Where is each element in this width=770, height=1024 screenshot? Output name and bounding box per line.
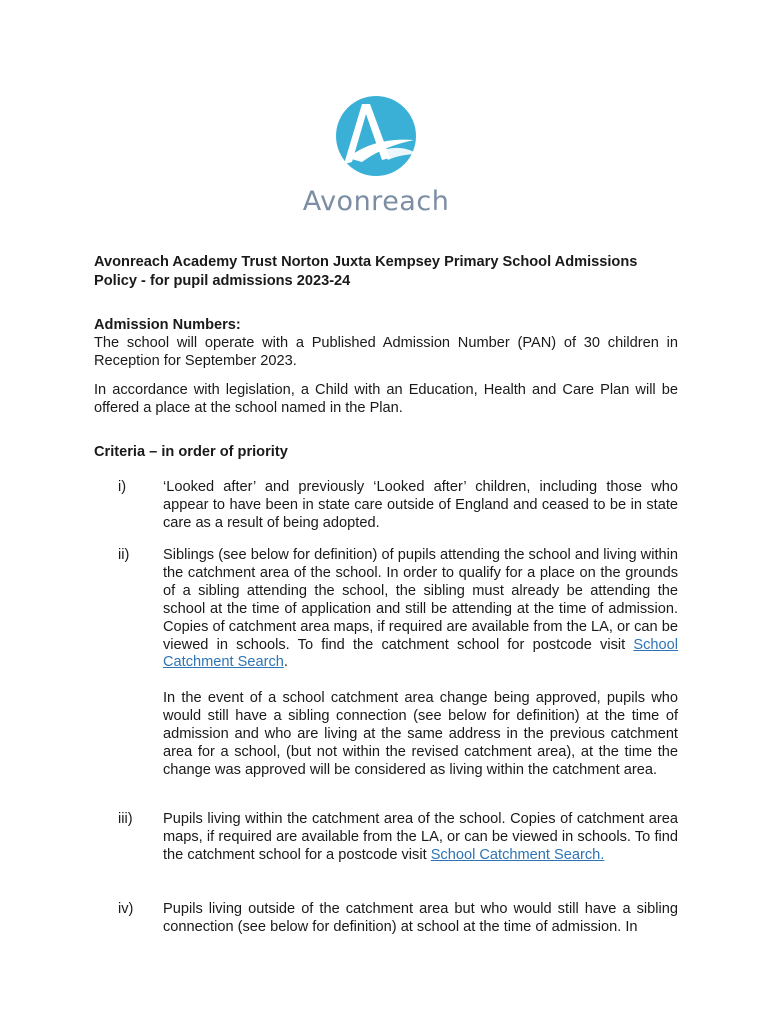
criteria-item-text: Pupils living outside of the catchment area but who would still have a sibling connection (see below for definition) at school at the time of admission. In (163, 901, 678, 935)
criteria-item-text (163, 811, 678, 865)
criteria-item (94, 547, 678, 780)
ehcp-paragraph: In accordance with legislation, a Child with an Education, Health and Care Plan will be offered a place at the school named in the Plan. (94, 382, 678, 416)
criteria-item-text: ‘Looked after’ and previously ‘Looked after’ children, including those who appear to have been in state care outside of England and ceased to be in state care as a result of being adopted. (163, 479, 678, 531)
criteria-item (94, 479, 678, 533)
school-catchment-search-link[interactable]: School Catchment Search. (430, 846, 605, 863)
criteria-item-number: ii) (118, 547, 130, 563)
avonreach-logo (296, 94, 456, 224)
school-catchment-search-link[interactable]: School Catchment Search (163, 636, 678, 671)
criteria-heading: Criteria – in order of priority (94, 444, 288, 460)
logo-wordmark: Avonreach (302, 186, 450, 217)
criteria-item-paragraph: In the event of a school catchment area change being approved, pupils who would still have a sibling connection (see below for definition) at the time of admission and who are living at the same address in the previous catchment area for a school, (but not within the revised catchment area), at the time the change was approved will be considered as living within the catchment area. (163, 690, 678, 778)
criteria-item (94, 901, 678, 937)
logo-emblem-icon (296, 94, 456, 194)
criteria-item-text-body: Siblings (see below for definition) of pupils attending the school and living within the catchment area of the school. In order to qualify for a place on the grounds of a sibling attending the school, the sibling must already be attending the school at the time of application and still be attending at the time of admission. Copies of catchment area maps, if required are available from the LA, or can be viewed in schools. To find the catchment school for postcode visit (163, 547, 678, 653)
criteria-item-text-body: Pupils living within the catchment area of the school. Copies of catchment area maps, if required are available from the LA, or can be viewed in schools. To find the catchment school for a postcode visit (163, 811, 678, 863)
criteria-item (94, 811, 678, 865)
admission-numbers-heading: Admission Numbers: (94, 317, 241, 333)
criteria-item-text-end: . (283, 654, 288, 671)
criteria-item-number: iv) (118, 901, 134, 917)
admission-numbers-text: The school will operate with a Published Admission Number (PAN) of 30 children in Reception for September 2023. (94, 335, 678, 369)
criteria-item-number: iii) (118, 811, 133, 827)
admission-numbers-section (94, 316, 678, 370)
page-title: Avonreach Academy Trust Norton Juxta Kempsey Primary School Admissions Policy - for pupil admissions 2023-24 (94, 254, 638, 289)
criteria-item-text (163, 547, 678, 672)
criteria-item-number: i) (118, 479, 127, 495)
